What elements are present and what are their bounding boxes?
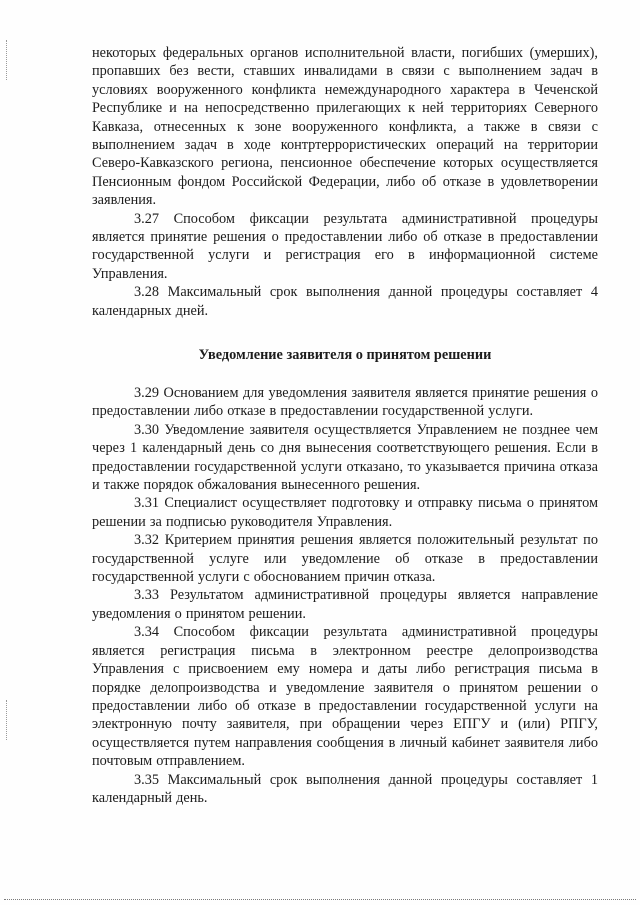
paragraph-3-27: 3.27 Способом фиксации результата административной процедуры является принятие решения о предоставлении либо об отказе в предоставлении государственной услуги и регистрация его в информационной системе Управления. [92, 210, 598, 282]
paragraph-3-31: 3.31 Специалист осуществляет подготовку и отправку письма о принятом решении за подписью руководителя Управления. [92, 495, 598, 530]
paragraph-3-29: 3.29 Основанием для уведомления заявителя является принятие решения о предоставлении либо отказе в предоставлении государственной услуги. [92, 385, 598, 420]
bottom-text-block [92, 384, 598, 807]
paragraph-3-32: 3.32 Критерием принятия решения является положительный результат по государственной услуге или уведомление об отказе в предоставлении государственной услуги с обоснованием причин отказа. [92, 532, 598, 586]
paragraph-continuation: некоторых федеральных органов исполнительной власти, погибших (умерших), пропавших без вести, ставших инвалидами в связи с выполнением задач в условиях вооруженного конфликта немеждународного характера в Чеченской Республике и на непосредственно прилегающих к ней территориях Северного Кавказа, отнесенных к зоне вооруженного конфликта, а также в связи с выполнением задач в ходе контртеррористических операций на территории Северо-Кавказского региона, пенсионное обеспечение которых осуществляется Пенсионным фондом Российской Федерации, либо об отказе в удовлетворении заявления. [92, 45, 598, 209]
section-heading: Уведомление заявителя о принятом решении [198, 347, 492, 363]
scan-edge-mark [6, 40, 8, 80]
paragraph-3-28: 3.28 Максимальный срок выполнения данной процедуры составляет 4 календарных дней. [92, 284, 598, 319]
scan-edge-mark [6, 700, 8, 740]
paragraph-3-33: 3.33 Результатом административной процедуры является направление уведомления о принятом решении. [92, 587, 598, 622]
page-bottom-divider [4, 899, 636, 900]
paragraph-3-34: 3.34 Способом фиксации результата административной процедуры является регистрация письма в электронном реестре делопроизводства Управления с присвоением ему номера и даты либо регистрация письма в порядке делопроизводства и уведомление заявителя о принятом решении о предоставлении либо об отказе в предоставлении государственной услуги на электронную почту заявителя, при обращении через ЕПГУ и (или) РПГУ, осуществляется путем направления сообщения в личный кабинет заявителя либо почтовым отправлением. [92, 624, 598, 770]
paragraph-3-35: 3.35 Максимальный срок выполнения данной процедуры составляет 1 календарный день. [92, 771, 598, 806]
top-text-block [92, 44, 598, 320]
paragraph-3-30: 3.30 Уведомление заявителя осуществляется Управлением не позднее чем через 1 календарный день со дня вынесения соответствующего решения. Если в предоставлении государственной услуги отказано, то указывается причина отказа и также порядок обжалования вынесенного решения. [92, 421, 598, 494]
